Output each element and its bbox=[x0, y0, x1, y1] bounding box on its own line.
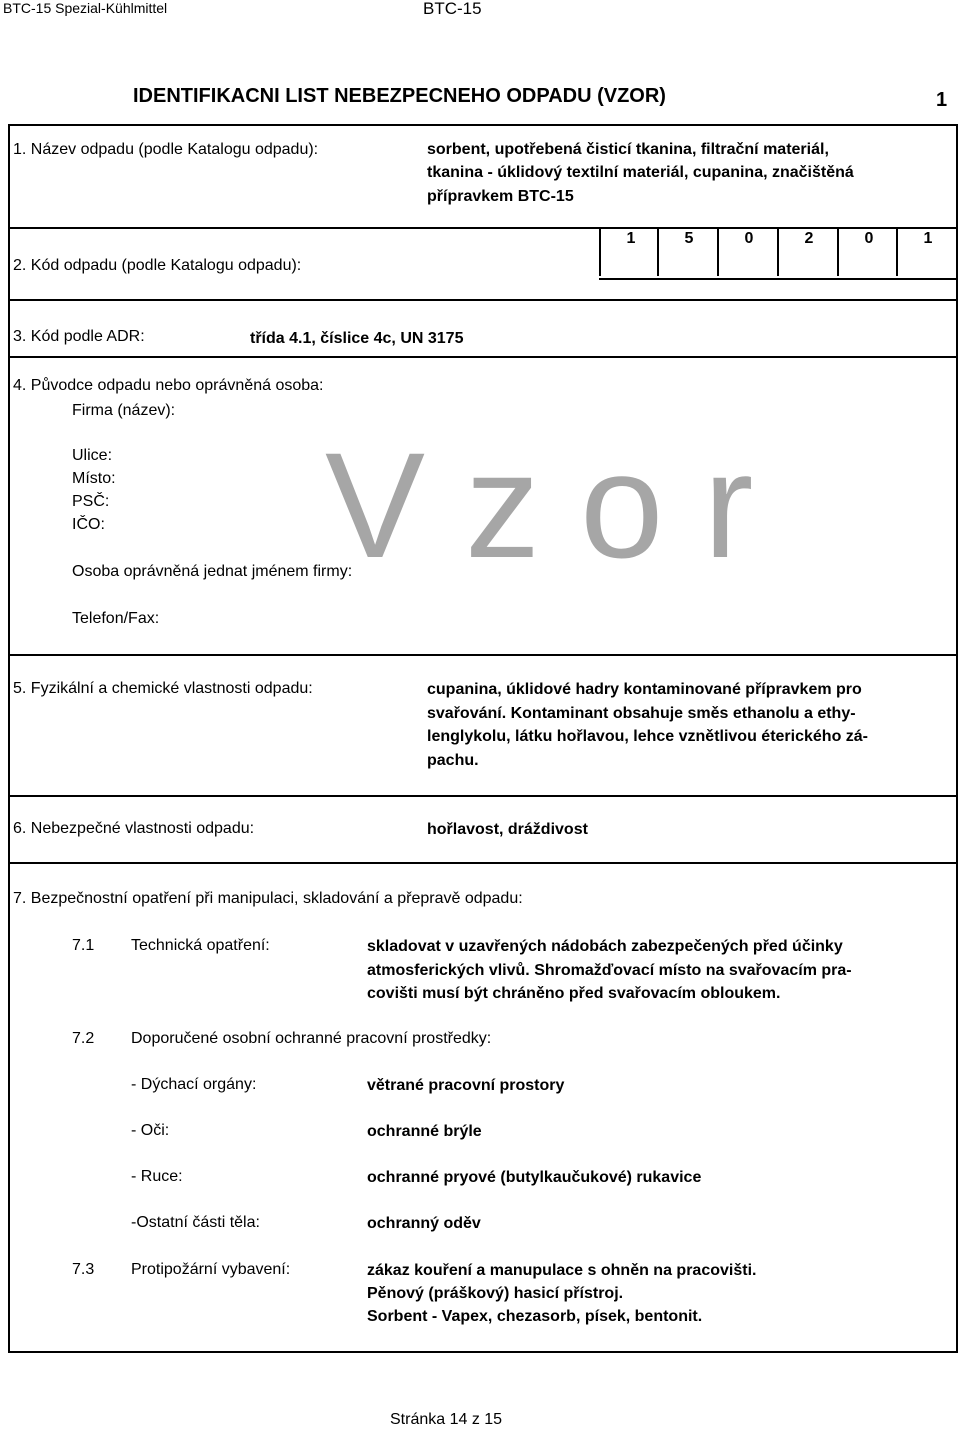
divider-6-7 bbox=[8, 862, 958, 864]
page-footer: Stránka 14 z 15 bbox=[390, 1411, 503, 1428]
ppe-eyes-label: - Oči: bbox=[131, 1122, 170, 1139]
code-digit: 1 bbox=[896, 228, 958, 276]
s4-ulice: Ulice: bbox=[72, 447, 113, 464]
s7-3-line2: Pěnový (práškový) hasicí přístroj. bbox=[367, 1285, 624, 1302]
code-digit: 2 bbox=[777, 228, 839, 276]
s4-label: 4. Původce odpadu nebo oprávněná osoba: bbox=[13, 377, 324, 394]
s4-ico: IČO: bbox=[72, 516, 105, 533]
divider-2-3 bbox=[8, 299, 958, 301]
s4-osoba: Osoba oprávněná jednat jménem firmy: bbox=[72, 563, 353, 580]
s3-value: třída 4.1, číslice 4c, UN 3175 bbox=[250, 330, 464, 347]
code-digit: 0 bbox=[837, 228, 899, 276]
s5-line2: svařování. Kontaminant obsahuje směs ethanolu a ethy- bbox=[427, 705, 856, 722]
s7-3-line3: Sorbent - Vapex, chezasorb, písek, bentonit. bbox=[367, 1308, 703, 1325]
s7-1-line2: atmosferických vlivů. Shromažďovací místo na svařovacím pra- bbox=[367, 962, 852, 979]
s1-line3: přípravkem BTC-15 bbox=[427, 188, 574, 205]
s7-1-line1: skladovat v uzavřených nádobách zabezpečených před účinky bbox=[367, 938, 843, 955]
s1-line1: sorbent, upotřebená čisticí tkanina, filtrační materiál, bbox=[427, 141, 829, 158]
ppe-eyes-value: ochranné brýle bbox=[367, 1123, 482, 1140]
s5-line1: cupanina, úklidové hadry kontaminované přípravkem pro bbox=[427, 681, 862, 698]
watermark-vzor: Vzor bbox=[325, 421, 794, 589]
s5-line4: pachu. bbox=[427, 752, 479, 769]
s7-1-number: 7.1 bbox=[72, 937, 95, 954]
ppe-hands-label: - Ruce: bbox=[131, 1168, 183, 1185]
s1-label: 1. Název odpadu (podle Katalogu odpadu): bbox=[13, 141, 319, 158]
page-number-right: 1 bbox=[936, 89, 948, 111]
ppe-hands-value: ochranné pryové (butylkaučukové) rukavice bbox=[367, 1169, 702, 1186]
s7-1-label: Technická opatření: bbox=[131, 937, 270, 954]
s7-3-line1: zákaz kouření a manupulace s ohněn na pracovišti. bbox=[367, 1262, 757, 1279]
s4-telefon: Telefon/Fax: bbox=[72, 610, 160, 627]
s7-2-number: 7.2 bbox=[72, 1030, 95, 1047]
ppe-body-label: -Ostatní části těla: bbox=[131, 1214, 260, 1231]
divider-4-5 bbox=[8, 654, 958, 656]
code-digit: 1 bbox=[599, 228, 661, 276]
s7-3-number: 7.3 bbox=[72, 1261, 95, 1278]
waste-code-box bbox=[599, 228, 957, 280]
s7-2-label: Doporučené osobní ochranné pracovní prostředky: bbox=[131, 1030, 492, 1047]
header-left: BTC-15 Spezial-Kühlmittel bbox=[3, 0, 168, 16]
s6-label: 6. Nebezpečné vlastnosti odpadu: bbox=[13, 820, 255, 837]
code-digit: 5 bbox=[657, 228, 719, 276]
s5-label: 5. Fyzikální a chemické vlastnosti odpadu: bbox=[13, 680, 313, 697]
s3-label: 3. Kód podle ADR: bbox=[13, 328, 145, 345]
s6-value: hořlavost, dráždivost bbox=[427, 821, 588, 838]
divider-5-6 bbox=[8, 795, 958, 797]
s2-label: 2. Kód odpadu (podle Katalogu odpadu): bbox=[13, 257, 302, 274]
s1-line2: tkanina - úklidový textilní materiál, cupanina, značištěná bbox=[427, 164, 854, 181]
s4-psc: PSČ: bbox=[72, 493, 110, 510]
ppe-breathing-label: - Dýchací orgány: bbox=[131, 1076, 257, 1093]
header-center: BTC-15 bbox=[423, 0, 482, 18]
page-title: IDENTIFIKACNI LIST NEBEZPECNEHO ODPADU (VZOR) bbox=[133, 85, 666, 107]
s4-firma: Firma (název): bbox=[72, 402, 176, 419]
s4-misto: Místo: bbox=[72, 470, 116, 487]
code-digit: 0 bbox=[717, 228, 779, 276]
s7-3-label: Protipožární vybavení: bbox=[131, 1261, 291, 1278]
frame-bottom bbox=[8, 1351, 958, 1353]
s7-label: 7. Bezpečnostní opatření při manipulaci, skladování a přepravě odpadu: bbox=[13, 890, 523, 907]
ppe-breathing-value: větrané pracovní prostory bbox=[367, 1077, 565, 1094]
s5-line3: lenglykolu, látku hořlavou, lehce vznětlivou éterického zá- bbox=[427, 728, 869, 745]
divider-3-4 bbox=[8, 356, 958, 358]
s7-1-line3: covišti musí být chráněno před svařovacím obloukem. bbox=[367, 985, 781, 1002]
ppe-body-value: ochranný oděv bbox=[367, 1215, 481, 1232]
